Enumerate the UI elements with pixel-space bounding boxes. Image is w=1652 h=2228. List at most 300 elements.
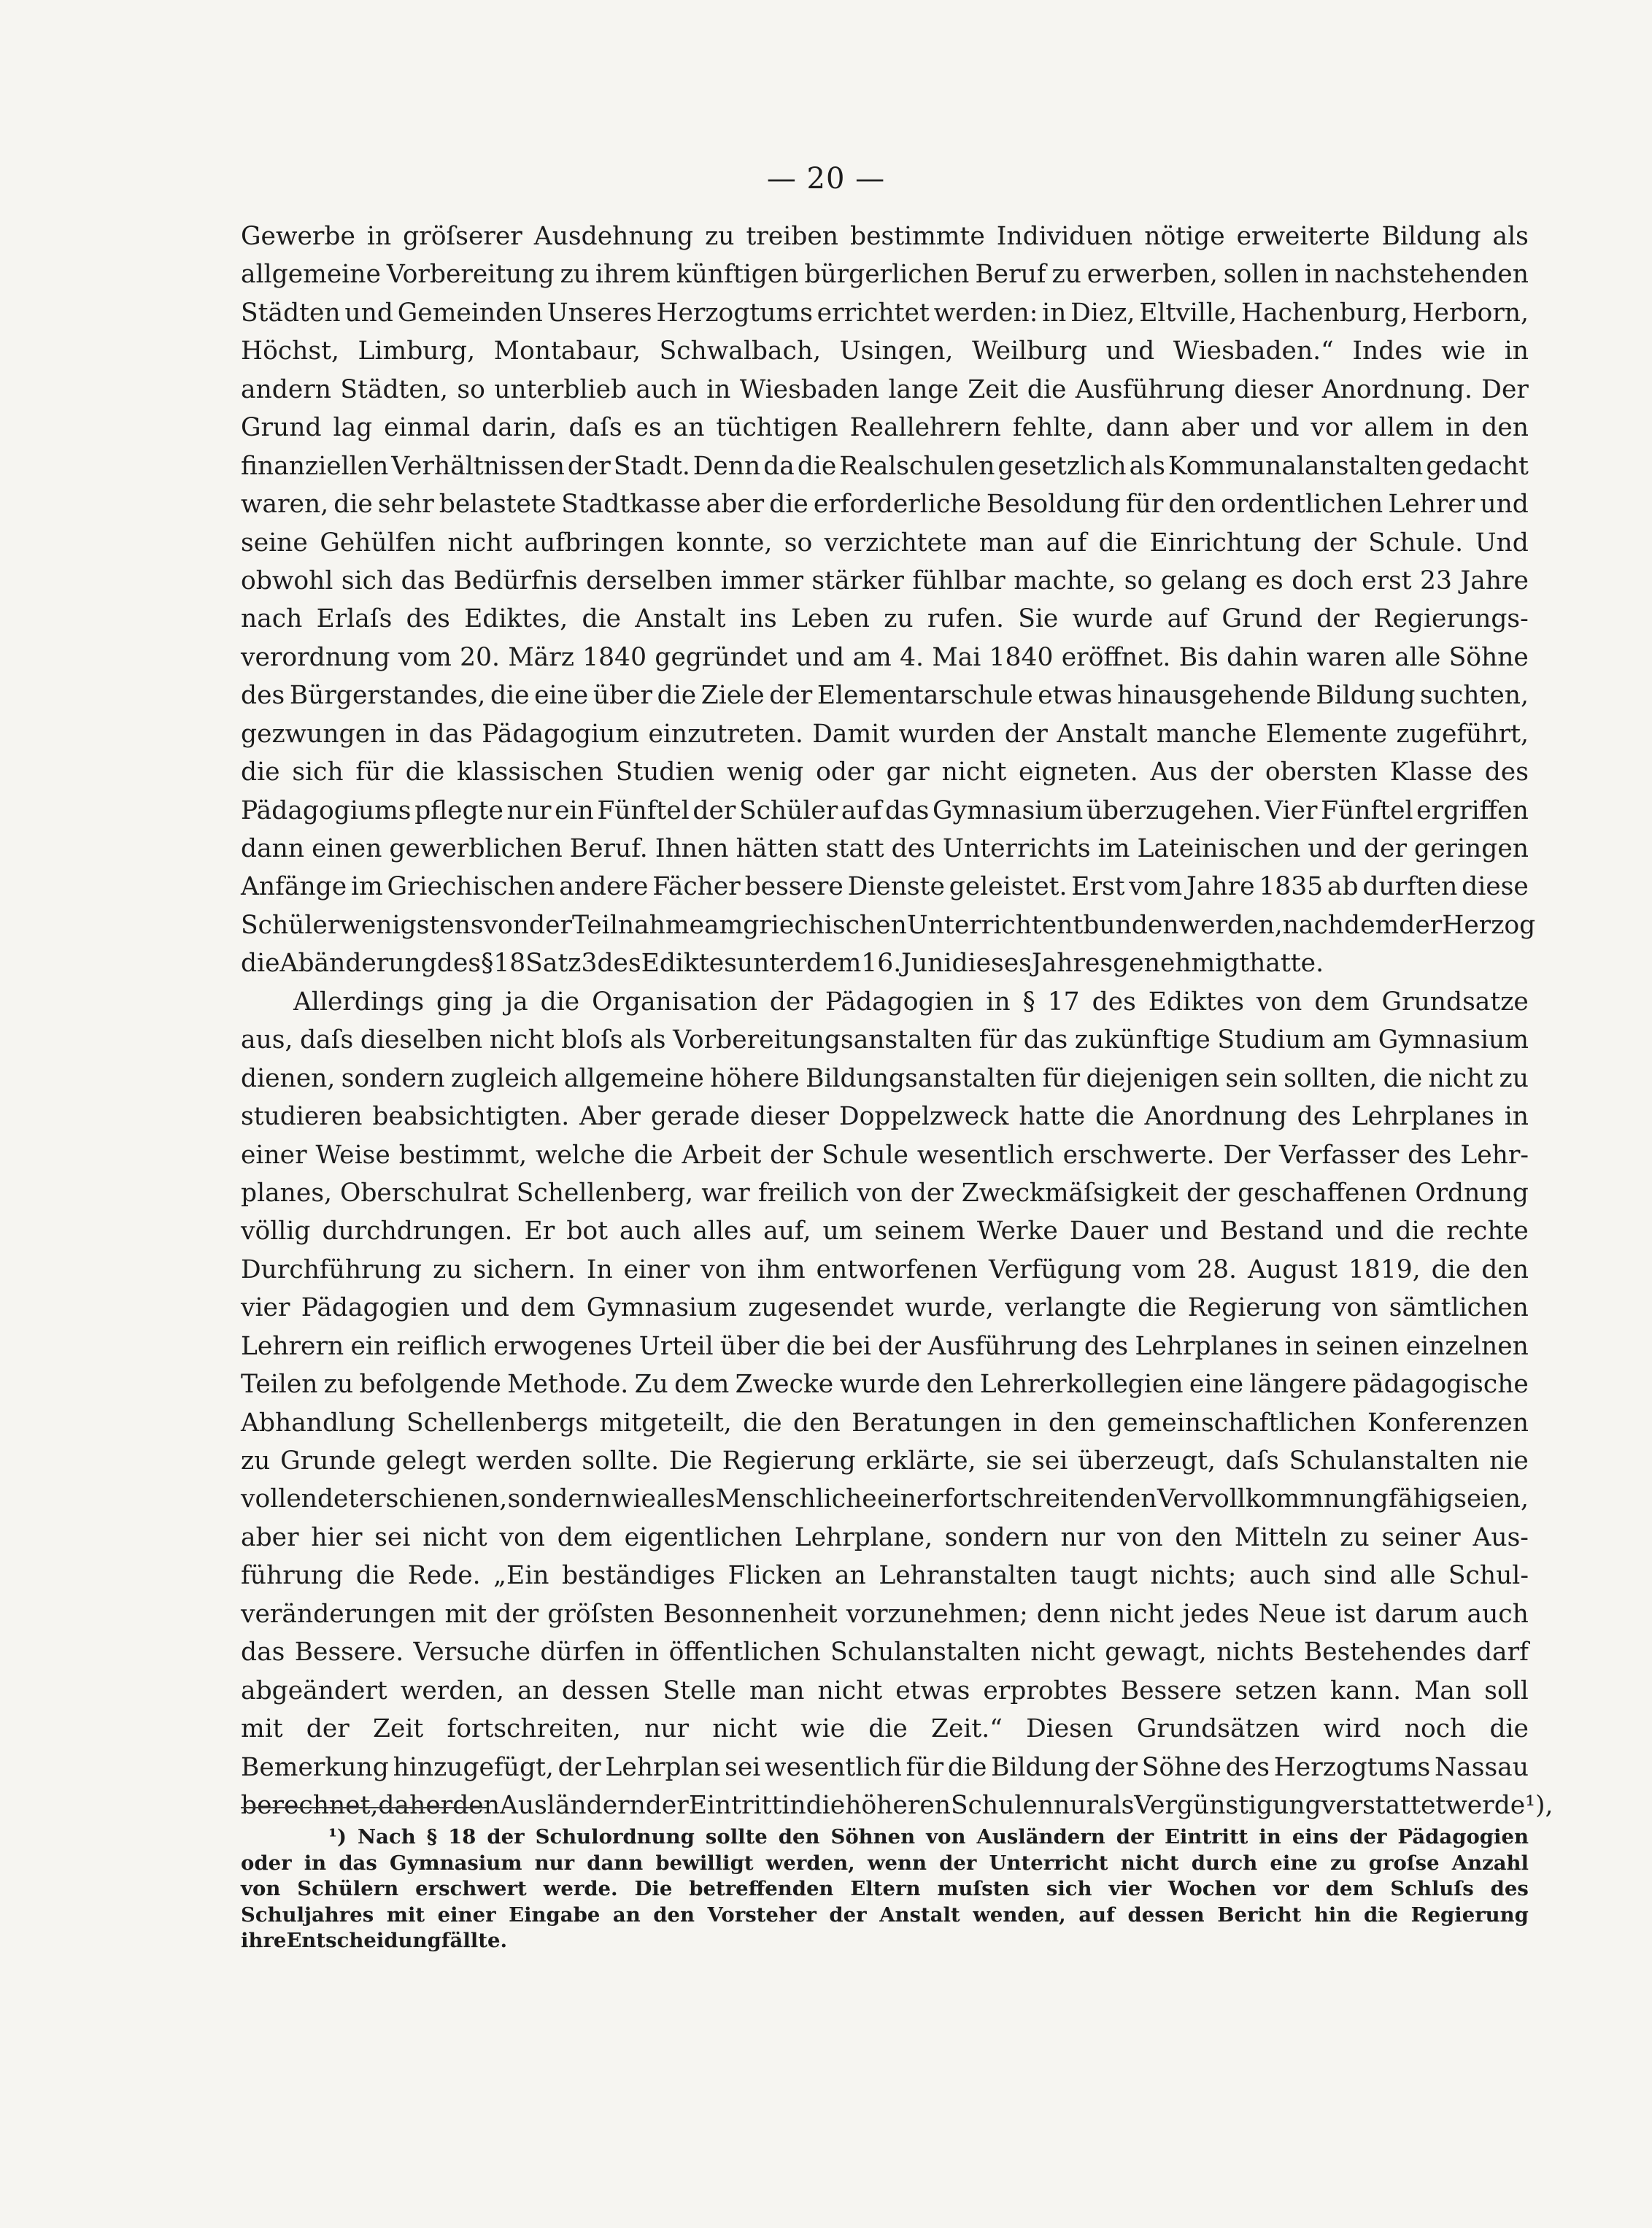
word: Schule. — [1368, 528, 1464, 558]
word: künftigen — [676, 260, 799, 290]
word: Bericht — [1217, 1903, 1302, 1927]
word: dieser — [749, 1102, 830, 1132]
word: Grundsatze — [1381, 987, 1529, 1017]
word: Anstalt — [879, 1903, 960, 1927]
word: seinem — [874, 1217, 965, 1246]
word: berechnet, — [241, 1790, 379, 1820]
word: der — [306, 1714, 350, 1744]
word: und — [795, 642, 845, 672]
word: in — [634, 1638, 660, 1668]
word: Pädagogien — [825, 987, 974, 1017]
word: erprobtes — [983, 1676, 1108, 1705]
word: in — [1445, 413, 1470, 443]
word: daſs — [300, 1025, 354, 1055]
word: Stelle — [663, 1676, 736, 1705]
word: und — [1159, 1217, 1208, 1246]
word: die — [797, 451, 837, 481]
word: erwogenes — [493, 1331, 633, 1361]
footnote-separator — [241, 1807, 489, 1808]
word: pädagogische — [1352, 1370, 1529, 1400]
word: § — [481, 949, 494, 979]
word: auch — [1467, 1599, 1529, 1629]
word: am — [1332, 1025, 1372, 1055]
word: die — [1098, 528, 1138, 558]
word: der — [557, 1752, 601, 1782]
word: in — [1284, 1331, 1310, 1361]
footnotes — [241, 1824, 1529, 1954]
word: Regierung — [1187, 1293, 1321, 1323]
text-line — [241, 1174, 1529, 1212]
word: welche — [536, 1140, 625, 1170]
word: Grund — [241, 413, 322, 443]
word: griechischen — [743, 910, 907, 940]
word: den — [778, 1825, 820, 1849]
word: Söhne — [1448, 642, 1529, 672]
word: über — [593, 681, 653, 711]
word: überzeugt, — [1078, 1446, 1216, 1476]
word: des — [1297, 1102, 1341, 1132]
word: einer — [623, 1254, 690, 1284]
word: Herzogtums — [1273, 1752, 1431, 1782]
word: Organisation — [592, 987, 757, 1017]
text-line — [241, 868, 1529, 906]
word: nur — [644, 1714, 690, 1744]
word: zukünftige — [1074, 1025, 1211, 1055]
word: auf — [1167, 604, 1208, 634]
word: manche — [1156, 719, 1257, 749]
text-line — [241, 715, 1529, 753]
word: geringen — [1414, 834, 1529, 863]
word: von — [700, 1254, 746, 1284]
word: Söhnen — [830, 1825, 916, 1849]
word: der — [1313, 528, 1356, 558]
word: Schellenbergs — [406, 1408, 589, 1438]
word: hier — [311, 1522, 363, 1552]
word: und — [1335, 1217, 1384, 1246]
word: zugeführt, — [1396, 719, 1529, 749]
word: Anstalt — [1057, 719, 1148, 749]
word: die — [333, 490, 373, 520]
word: vollendet — [241, 1484, 359, 1514]
word: nicht — [817, 1676, 883, 1705]
word: treiben — [746, 222, 838, 251]
word: sollte. — [582, 1446, 660, 1476]
word: gewagt, — [1105, 1638, 1207, 1668]
word: lag — [333, 413, 373, 443]
text-line — [241, 562, 1529, 600]
word: alles — [692, 1217, 752, 1246]
text-line — [241, 1442, 1529, 1480]
word: Lehrer — [1388, 490, 1475, 520]
word: an — [612, 1903, 641, 1927]
word: des — [1084, 1331, 1129, 1361]
word: einzelnen — [1405, 1331, 1529, 1361]
word: man — [749, 1676, 805, 1705]
word: Der — [1481, 374, 1529, 404]
word: sei — [1032, 1446, 1068, 1476]
word: Schule — [822, 1140, 908, 1170]
word: Urteil — [638, 1331, 714, 1361]
paragraph-start-line — [241, 983, 1529, 1021]
word: Realschulen — [839, 451, 995, 481]
word: verlangte — [1005, 1293, 1127, 1323]
word: mit — [386, 1903, 425, 1927]
word: und — [1308, 834, 1356, 863]
word: gröſserer — [403, 222, 522, 251]
word: dessen — [1127, 1903, 1205, 1927]
word: Anzahl — [1451, 1851, 1529, 1875]
word: am — [704, 910, 744, 940]
word: der — [1004, 719, 1048, 749]
word: hatte — [1019, 1102, 1086, 1132]
word: Wiesbaden — [739, 374, 880, 404]
word: Er — [524, 1217, 555, 1246]
word: errichtet — [817, 298, 930, 328]
word: Einrichtung — [1149, 528, 1302, 558]
word: einen — [312, 834, 382, 863]
word: Unseres — [547, 298, 652, 328]
word: von — [1332, 1293, 1378, 1323]
word: nicht — [1030, 1638, 1095, 1668]
word: den — [1175, 1522, 1223, 1552]
word: die — [868, 1714, 908, 1744]
word: Jahres — [1031, 949, 1113, 979]
text-line — [241, 600, 1529, 638]
word: eigentlichen — [624, 1522, 782, 1552]
word: Werke — [976, 1217, 1058, 1246]
word: wenden, — [973, 1903, 1066, 1927]
word: andere — [559, 872, 649, 902]
word: Bessere. — [294, 1638, 404, 1668]
word: Zeit.“ — [931, 1714, 1003, 1744]
word: Bildung — [991, 1752, 1091, 1782]
word: erklärte, — [865, 1446, 976, 1476]
footnote-line — [241, 1928, 1529, 1954]
word: Ziele — [700, 681, 765, 711]
word: planes, — [241, 1178, 332, 1208]
word: studieren — [241, 1102, 363, 1132]
word: Und — [1475, 528, 1529, 558]
word: aber — [1181, 413, 1240, 443]
word: vom — [398, 642, 452, 672]
word: Beruf — [975, 260, 1046, 290]
word: Weilburg — [972, 336, 1088, 366]
word: nicht — [422, 1522, 487, 1552]
word: Arbeit — [682, 1140, 762, 1170]
word: der — [769, 987, 813, 1017]
word: wenigstens — [339, 910, 484, 940]
word: des — [1490, 1877, 1529, 1900]
word: Wiesbaden.“ — [1173, 336, 1334, 366]
word: soll — [1484, 1676, 1529, 1705]
word: gelang — [1160, 566, 1248, 595]
word: wie — [800, 1714, 846, 1744]
word: es — [633, 413, 662, 443]
word: mitgeteilt, — [599, 1408, 732, 1438]
word: obersten — [1265, 758, 1378, 787]
word: rechte — [1446, 1217, 1529, 1246]
word: daſs — [568, 413, 622, 443]
word: zu — [1340, 1522, 1370, 1552]
word: vier — [241, 1293, 290, 1323]
word: nichts — [1216, 1638, 1294, 1668]
word: sie — [986, 1446, 1022, 1476]
word: Schulanstalten — [830, 1638, 1021, 1668]
word: sich — [292, 758, 344, 787]
word: die — [405, 758, 445, 787]
word: veränderungen — [241, 1599, 436, 1629]
word: seiner — [1381, 1522, 1461, 1552]
word: Methode. — [507, 1370, 629, 1400]
word: der — [770, 1140, 814, 1170]
text-line — [241, 485, 1529, 523]
word: verordnung — [241, 642, 390, 672]
word: Lateinischen — [1137, 834, 1301, 863]
word: einer — [241, 1140, 307, 1170]
word: sondern — [507, 1484, 611, 1514]
word: vor — [1311, 413, 1353, 443]
text-line — [241, 447, 1529, 485]
word: längere — [1249, 1370, 1347, 1400]
word: sichern. — [473, 1254, 576, 1284]
text-line — [241, 1289, 1529, 1327]
word: Lehranstalten — [879, 1561, 1057, 1591]
word: auf — [841, 795, 882, 825]
word: ist — [1335, 1599, 1367, 1629]
word: Der — [1223, 1140, 1270, 1170]
word: Bemerkung — [241, 1752, 389, 1782]
word: nachstehenden — [1335, 260, 1529, 290]
word: derselben — [586, 566, 713, 595]
word: wenn — [867, 1851, 927, 1875]
word: Elemente — [1265, 719, 1388, 749]
word: öffentlichen — [668, 1638, 821, 1668]
word: in — [1259, 1825, 1281, 1849]
word: den — [1481, 1254, 1529, 1284]
word: darum — [1375, 1599, 1459, 1629]
word: beständiges — [561, 1561, 716, 1591]
word: vom — [1132, 1254, 1186, 1284]
text-line — [241, 1710, 1529, 1748]
text-line — [241, 409, 1529, 447]
word: dem — [1314, 987, 1370, 1017]
word: in — [781, 1790, 806, 1820]
word: die — [786, 1331, 825, 1361]
word: für — [906, 1752, 944, 1782]
word: an — [835, 1561, 866, 1591]
word: von — [857, 1178, 903, 1208]
word: der — [1316, 604, 1360, 634]
text-line — [241, 1404, 1529, 1442]
word: Besonnenheit — [663, 1599, 838, 1629]
word: hinausgehende — [1116, 681, 1311, 711]
word: Neue — [1258, 1599, 1327, 1629]
word: groſse — [1368, 1851, 1440, 1875]
word: nachdem — [1282, 910, 1400, 940]
word: sei — [374, 1522, 411, 1552]
word: Vorbereitungsanstalten — [673, 1025, 973, 1055]
word: dessen — [561, 1676, 650, 1705]
word: die — [1363, 1903, 1399, 1927]
word: finanziellen — [241, 451, 389, 481]
word: Bestehendes — [1303, 1638, 1467, 1668]
word: alles — [656, 1484, 716, 1514]
word: Lehrern — [241, 1331, 344, 1361]
word: zu — [241, 1446, 271, 1476]
word: ihrem — [595, 260, 671, 290]
word: wurde — [1072, 604, 1154, 634]
word: als — [1492, 222, 1529, 251]
word: Vorsteher — [707, 1903, 817, 1927]
text-line — [241, 1595, 1529, 1633]
word: Schüler — [241, 910, 340, 940]
word: rufen. — [927, 604, 1004, 634]
word: dem — [520, 1293, 576, 1323]
word: bestimmte — [849, 222, 985, 251]
word: eine — [1270, 1851, 1318, 1875]
word: nicht — [447, 528, 513, 558]
word: die — [1137, 1293, 1177, 1323]
word: gedacht — [1426, 451, 1529, 481]
word: diese — [1462, 872, 1529, 902]
word: der — [1399, 910, 1443, 940]
word: daher — [378, 1790, 453, 1820]
word: Gewerbe — [241, 222, 355, 251]
word: unter — [736, 949, 807, 979]
word: aufbringen — [524, 528, 665, 558]
word: zu — [884, 604, 914, 634]
word: sehr — [377, 490, 434, 520]
word: erforderliche — [813, 490, 981, 520]
word: Lehrplan — [605, 1752, 721, 1782]
word: werden, — [400, 1676, 504, 1705]
word: Doppelzweck — [838, 1102, 1009, 1132]
word: Mai — [932, 642, 981, 672]
word: Zeit — [372, 1714, 424, 1744]
word: nicht — [489, 1025, 555, 1055]
word: Ediktes, — [464, 604, 568, 634]
word: des — [1092, 987, 1136, 1017]
word: Durchführung — [241, 1254, 422, 1284]
word: sondern — [341, 1063, 445, 1093]
word: etwas — [895, 1676, 970, 1705]
word: im — [350, 872, 383, 902]
word: Eintritt — [688, 1790, 782, 1820]
text-line — [241, 639, 1529, 677]
word: die — [490, 681, 530, 711]
word: muſsten — [937, 1877, 1030, 1900]
word: Rede. — [407, 1561, 481, 1591]
word: dem — [1325, 1877, 1374, 1900]
word: jedes — [1182, 1599, 1250, 1629]
word: ihm — [757, 1254, 806, 1284]
word: seien, — [1454, 1484, 1529, 1514]
word: das — [885, 795, 930, 825]
word: Oberschulrat — [340, 1178, 509, 1208]
word: vor — [1273, 1877, 1309, 1900]
word: und — [1105, 336, 1155, 366]
word: Schulen — [950, 1790, 1054, 1820]
word: gezwungen — [241, 719, 387, 749]
word: in — [1504, 1102, 1529, 1132]
word: werden, — [1178, 910, 1283, 940]
word: eine — [1189, 1370, 1243, 1400]
word: der — [1349, 1825, 1387, 1849]
word: war — [701, 1178, 750, 1208]
word: freilich — [757, 1178, 849, 1208]
word: Stadt. — [613, 451, 690, 481]
word: der — [692, 795, 736, 825]
word: Menschliche — [715, 1484, 877, 1514]
word: ihre — [241, 1929, 287, 1952]
word: hin — [1313, 1903, 1351, 1927]
word: auf — [1046, 528, 1087, 558]
word: Eintritt — [1164, 1825, 1248, 1849]
word: des — [1225, 1752, 1270, 1782]
word: Vervollkommnung — [1157, 1484, 1389, 1514]
word: 17 — [1047, 987, 1080, 1017]
word: des — [1408, 1140, 1452, 1170]
word: Individuen — [996, 222, 1133, 251]
word: 1840 — [582, 642, 647, 672]
word: „Ein — [493, 1561, 549, 1591]
word: Bessere — [1120, 1676, 1222, 1705]
word: noch — [1404, 1714, 1467, 1744]
word: fähig — [1389, 1484, 1454, 1514]
word: erschienen, — [358, 1484, 508, 1514]
word: Dauer — [1069, 1217, 1149, 1246]
word: Gymnasium — [1378, 1025, 1529, 1055]
word: Denn — [692, 451, 761, 481]
word: Anstalt — [635, 604, 726, 634]
word: die — [355, 1561, 395, 1591]
word: werden: — [933, 298, 1038, 328]
word: Jahre — [1460, 566, 1529, 595]
word: Grunde — [280, 1446, 377, 1476]
word: Die — [668, 1446, 712, 1476]
word: Studien — [615, 758, 715, 787]
word: der — [1186, 1178, 1230, 1208]
word: Anordnung. — [1321, 374, 1472, 404]
word: die — [241, 949, 280, 979]
word: Gemeinden — [397, 298, 543, 328]
word: bei — [832, 1331, 871, 1361]
word: August — [1247, 1254, 1338, 1284]
word: von — [926, 1825, 966, 1849]
text-line — [241, 255, 1529, 293]
word: Klasse — [1389, 758, 1472, 787]
word: lange — [888, 374, 959, 404]
word: Nassau — [1435, 1752, 1529, 1782]
word: zu — [1499, 1063, 1529, 1093]
word: Reallehrern — [849, 413, 1001, 443]
word: Bürgerstandes, — [289, 681, 486, 711]
word: dieselben — [360, 1025, 483, 1055]
word: Weise — [315, 1140, 390, 1170]
word: denn — [1036, 1599, 1100, 1629]
word: Verfasser — [1278, 1140, 1400, 1170]
word: Bis — [1178, 642, 1219, 672]
word: wesentlich — [765, 1752, 902, 1782]
word: dann — [587, 1851, 644, 1875]
word: in — [986, 987, 1011, 1017]
word: werde¹), — [1446, 1790, 1553, 1820]
word: nicht — [712, 1714, 777, 1744]
word: entbunden — [1041, 910, 1179, 940]
word: der — [487, 1825, 525, 1849]
word: auch — [1248, 1561, 1311, 1591]
word: einmal — [384, 413, 471, 443]
